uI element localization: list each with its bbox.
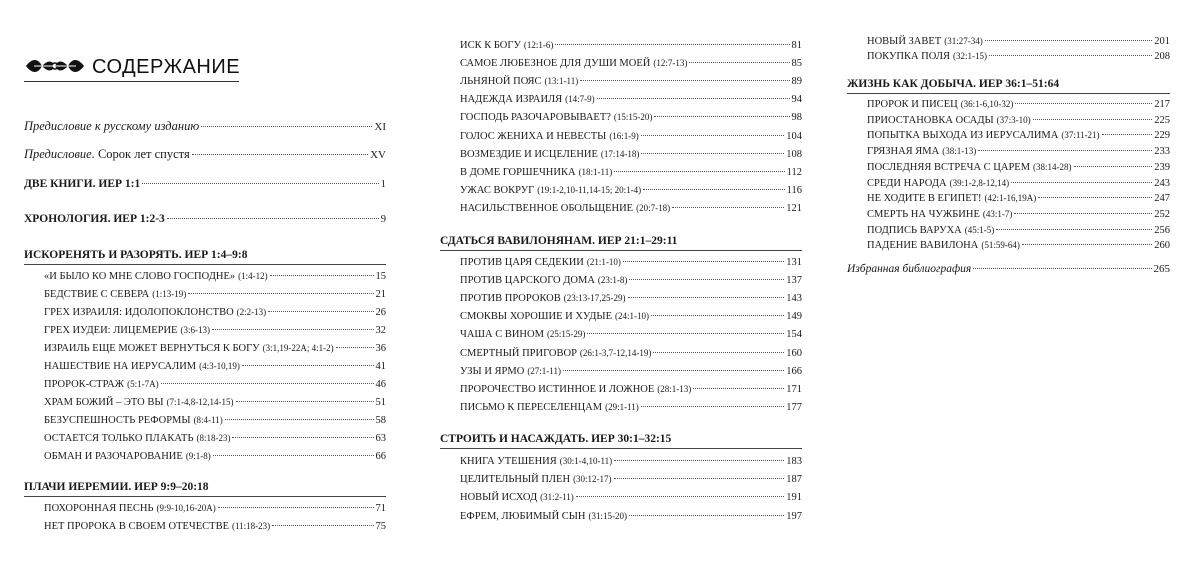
page-number: 116 (786, 184, 802, 196)
toc-entry-label: НЕТ ПРОРОКА В СВОЕМ ОТЕЧЕСТВЕ (11:18-23) (44, 521, 271, 532)
toc-entry[interactable] (867, 208, 1170, 221)
toc-entry[interactable] (460, 347, 802, 360)
toc-entry-label: УЖАС ВОКРУГ (19:1-2,10-11,14-15; 20:1-4) (460, 184, 642, 196)
toc-entry[interactable] (44, 324, 386, 337)
verse-reference: (31:27-34) (944, 36, 983, 46)
toc-entry-label: НАШЕСТВИЕ НА ИЕРУСАЛИМ (4:3-10,19) (44, 361, 240, 372)
page-number: 36 (375, 343, 386, 354)
verse-reference: (43:1-7) (982, 208, 1013, 219)
leader-dots (555, 44, 789, 45)
toc-entry[interactable] (460, 130, 802, 143)
toc-entry[interactable] (44, 270, 386, 283)
toc-entry[interactable] (44, 306, 386, 319)
page-number: 154 (786, 329, 802, 341)
verse-reference: (38:14-28) (1033, 161, 1072, 172)
leader-dots (142, 183, 379, 184)
toc-entry-label: ГОСПОДЬ РАЗОЧАРОВЫВАЕТ? (15:15-20) (460, 112, 653, 124)
leader-dots (973, 268, 1151, 269)
toc-entry[interactable] (460, 39, 802, 52)
page-number: 108 (786, 148, 802, 160)
page-number: 71 (375, 503, 386, 514)
verse-reference: (9:9-10,16-20A) (156, 503, 216, 513)
toc-entry[interactable] (460, 202, 802, 215)
toc-entry[interactable] (460, 510, 802, 523)
toc-entry[interactable] (867, 98, 1170, 111)
page-number: 63 (375, 433, 386, 444)
toc-entry[interactable] (44, 360, 386, 373)
verse-reference: (25:15-29) (546, 329, 586, 340)
leader-dots (161, 383, 374, 384)
toc-entry-label: ПОСЛЕДНЯЯ ВСТРЕЧА С ЦАРЕМ (38:14-28) (867, 161, 1072, 173)
page-number: 51 (375, 397, 386, 408)
toc-entry-label: СМЕРТНЫЙ ПРИГОВОР (26:1-3,7-12,14-19) (460, 347, 652, 359)
section-heading: ЖИЗНЬ КАК ДОБЫЧА. ИЕР 36:1–51:64 (847, 78, 1060, 90)
toc-entry[interactable] (44, 450, 386, 463)
leader-dots (597, 98, 790, 99)
toc-entry[interactable] (867, 224, 1170, 237)
toc-entry[interactable] (460, 455, 802, 468)
verse-reference: (37:11-21) (1061, 130, 1100, 141)
section-divider (440, 448, 802, 449)
toc-entry-label: ОБМАН И РАЗОЧАРОВАНИЕ (9:1-8) (44, 451, 211, 462)
verse-reference: (8:4-11) (193, 415, 223, 425)
toc-entry-label: ГРЕХ ИУДЕИ: ЛИЦЕМЕРИЕ (3:6-13) (44, 325, 210, 336)
verse-reference: (12:7-13) (653, 58, 688, 69)
page-number: 177 (786, 401, 802, 413)
verse-reference: (27:1-11) (527, 365, 561, 376)
toc-entry[interactable] (867, 145, 1170, 158)
leader-dots (272, 525, 373, 526)
section-heading: ПЛАЧИ ИЕРЕМИИ. ИЕР 9:9–20:18 (24, 481, 209, 493)
verse-reference: (20:7-18) (636, 202, 671, 213)
toc-entry-preface[interactable]: Предисловие. Сорок лет спустя XV (24, 147, 386, 161)
toc-entry[interactable] (460, 365, 802, 378)
leader-dots (1033, 119, 1153, 120)
toc-entry[interactable] (460, 274, 802, 287)
toc-entry[interactable] (867, 192, 1170, 205)
verse-reference: (5:1-7A) (127, 379, 159, 389)
verse-reference: (36:1-6,10-32) (960, 99, 1014, 109)
toc-entry[interactable] (460, 473, 802, 486)
page-number: 85 (791, 58, 802, 70)
toc-entry[interactable] (44, 288, 386, 301)
page-number: 256 (1154, 224, 1170, 236)
verse-reference: (23:13-17,25-29) (563, 293, 626, 304)
toc-entry-label: ПРОТИВ ПРОРОКОВ (23:13-17,25-29) (460, 293, 626, 305)
verse-reference: (2:2-13) (236, 307, 267, 317)
page-number: 243 (1154, 177, 1170, 189)
leader-dots (225, 419, 374, 420)
leader-dots (270, 275, 374, 276)
verse-reference: (24:1-10) (615, 311, 650, 322)
verse-reference: (38:1-13) (942, 146, 977, 157)
toc-entry[interactable] (460, 491, 802, 504)
toc-entry[interactable] (460, 256, 802, 269)
page-number: 98 (791, 112, 802, 124)
section-heading: ИСКОРЕНЯТЬ И РАЗОРЯТЬ. ИЕР 1:4–9:8 (24, 249, 248, 261)
toc-entry[interactable] (460, 328, 802, 341)
page-number: 197 (786, 510, 802, 522)
leader-dots (689, 62, 789, 63)
leader-dots (978, 150, 1152, 151)
verse-reference: (12:1-6) (523, 40, 554, 50)
leader-dots (1022, 244, 1152, 245)
toc-entry-label: КНИГА УТЕШЕНИЯ (30:1-4,10-11) (460, 456, 613, 467)
toc-title-block (24, 54, 239, 80)
page-number: 75 (375, 521, 386, 532)
verse-reference: (28:1-13) (657, 383, 692, 394)
toc-entry-label: ОСТАЕТСЯ ТОЛЬКО ПЛАКАТЬ (8:18-23) (44, 433, 231, 444)
toc-entry[interactable] (460, 57, 802, 70)
toc-entry-label: ПРИОСТАНОВКА ОСАДЫ (37:3-10) (867, 114, 1031, 126)
toc-entry[interactable] (460, 310, 802, 323)
leader-dots (1014, 213, 1152, 214)
page-number: 15 (375, 271, 386, 282)
page-number: 89 (791, 76, 802, 88)
toc-entry-label: НОВЫЙ ИСХОД (31:2-11) (460, 492, 574, 504)
leader-dots (985, 40, 1153, 41)
toc-entry[interactable] (460, 111, 802, 124)
leader-dots (1074, 166, 1153, 167)
page-number: 46 (375, 379, 386, 390)
verse-reference: (29:1-11) (605, 401, 639, 412)
toc-entry-label: ГРЕХ ИЗРАИЛЯ: ИДОЛОПОКЛОНСТВО (2:2-13) (44, 307, 267, 318)
section-heading: СТРОИТЬ И НАСАЖДАТЬ. ИЕР 30:1–32:15 (440, 433, 672, 445)
toc-entry[interactable] (460, 401, 802, 414)
toc-entry-label: ПОКУПКА ПОЛЯ (32:1-15) (867, 51, 987, 62)
toc-entry-label: ПОХОРОННАЯ ПЕСНЬ (9:9-10,16-20A) (44, 503, 216, 514)
leader-dots (693, 388, 784, 389)
verse-reference: (16:1-9) (609, 130, 639, 141)
page-number: 201 (1154, 36, 1170, 47)
toc-entry-label: НЕ ХОДИТЕ В ЕГИПЕТ! (42:1-16,19A) (867, 193, 1037, 205)
toc-entry-label: ПРОТИВ ЦАРЯ СЕДЕКИИ (21:1-10) (460, 257, 621, 268)
toc-entry-label: НАСИЛЬСТВЕННОЕ ОБОЛЬЩЕНИЕ (20:7-18) (460, 202, 671, 214)
verse-reference: (4:3-10,19) (199, 361, 240, 371)
toc-entry[interactable] (867, 129, 1170, 142)
toc-entry-label: ЕФРЕМ, ЛЮБИМЫЙ СЫН (31:15-20) (460, 510, 628, 522)
verse-reference: (9:1-8) (185, 451, 211, 461)
toc-entry[interactable] (867, 50, 1170, 63)
leader-dots (614, 478, 785, 479)
toc-entry-label: САМОЕ ЛЮБЕЗНОЕ ДЛЯ ДУШИ МОЕЙ (12:7-13) (460, 58, 688, 70)
leader-dots (996, 229, 1152, 230)
verse-reference: (31:15-20) (588, 510, 628, 521)
section-heading: СДАТЬСЯ ВАВИЛОНЯНАМ. ИЕР 21:1–29:11 (440, 235, 678, 247)
verse-reference: (37:3-10) (996, 114, 1031, 125)
leader-dots (576, 496, 784, 497)
section-divider (847, 93, 1170, 94)
toc-entry-label: ПРОТИВ ЦАРСКОГО ДОМА (23:1-8) (460, 275, 628, 287)
page-number: 26 (375, 307, 386, 318)
leader-dots (641, 153, 784, 154)
leader-dots (336, 347, 374, 348)
page-title: СОДЕРЖАНИЕ (92, 56, 241, 78)
section-divider (24, 496, 386, 497)
toc-entry[interactable] (44, 432, 386, 445)
leader-dots (623, 261, 784, 262)
toc-entry[interactable] (44, 414, 386, 427)
verse-reference: (8:18-23) (196, 433, 231, 443)
toc-entry[interactable] (44, 378, 386, 391)
page-number: 58 (375, 415, 386, 426)
toc-entry-bibliography[interactable]: Избранная библиография 265 (847, 263, 1170, 275)
toc-entry-two-books[interactable]: ДВЕ КНИГИ. ИЕР 1:1 1 (24, 178, 386, 190)
toc-entry[interactable] (460, 75, 802, 88)
page-number: 160 (786, 347, 802, 359)
toc-entry-label: ЧАША С ВИНОМ (25:15-29) (460, 329, 586, 341)
toc-entry[interactable] (867, 35, 1170, 48)
toc-entry-label: ГРЯЗНАЯ ЯМА (38:1-13) (867, 146, 977, 158)
page-number: 247 (1154, 193, 1170, 205)
page-number: 239 (1154, 161, 1170, 173)
toc-entry[interactable] (867, 239, 1170, 252)
toc-entry-label: ЛЬНЯНОЙ ПОЯС (13:1-11) (460, 76, 579, 88)
page-number: 112 (786, 166, 802, 178)
verse-reference: (30:12-17) (573, 474, 612, 485)
leader-dots (989, 55, 1152, 56)
toc-entry-label: ПАДЕНИЕ ВАВИЛОНА (51:59-64) (867, 240, 1020, 252)
toc-entry[interactable] (460, 166, 802, 179)
toc-entry[interactable] (44, 342, 386, 355)
verse-reference: (15:15-20) (613, 112, 653, 123)
page-number: 131 (786, 257, 802, 268)
leader-dots (188, 293, 373, 294)
toc-entry[interactable] (867, 161, 1170, 174)
verse-reference: (14:7-9) (565, 94, 595, 105)
toc-entry-label: ПИСЬМО К ПЕРЕСЕЛЕНЦАМ (29:1-11) (460, 401, 639, 413)
page-number: 187 (786, 474, 802, 486)
page-number: 137 (786, 275, 802, 287)
toc-entry-label: ПОПЫТКА ВЫХОДА ИЗ ИЕРУСАЛИМА (37:11-21) (867, 130, 1100, 142)
toc-entry[interactable] (460, 184, 802, 197)
page-number: 166 (786, 365, 802, 377)
toc-entry-label: ХРАМ БОЖИЙ – ЭТО ВЫ (7:1-4,8-12,14-15) (44, 397, 234, 408)
leader-dots (651, 315, 784, 316)
section-divider (440, 250, 802, 251)
leader-dots (232, 437, 373, 438)
page-number: 225 (1154, 114, 1170, 126)
page-number: 252 (1154, 208, 1170, 220)
page-number: 217 (1154, 99, 1170, 110)
page-number: 260 (1154, 240, 1170, 252)
leader-dots (614, 460, 784, 461)
toc-entry-label: БЕЗУСПЕШНОСТЬ РЕФОРМЫ (8:4-11) (44, 415, 223, 426)
page-number: 32 (375, 325, 386, 336)
leader-dots (629, 515, 784, 516)
verse-reference: (42:1-16,19A) (984, 193, 1037, 204)
toc-entry-label: ЦЕЛИТЕЛЬНЫЙ ПЛЕН (30:12-17) (460, 474, 612, 486)
toc-entry[interactable] (460, 93, 802, 106)
ornament-icon (24, 57, 86, 75)
leader-dots (268, 311, 373, 312)
toc-entry-label: В ДОМЕ ГОРШЕЧНИКА (18:1-11) (460, 166, 613, 178)
verse-reference: (18:1-11) (578, 166, 613, 177)
page-number: 81 (791, 40, 802, 51)
page-number: 149 (786, 311, 802, 323)
page-number: 143 (786, 293, 802, 305)
toc-entry[interactable] (867, 177, 1170, 190)
page-number: 171 (786, 383, 802, 395)
page-number: 66 (375, 451, 386, 462)
leader-dots (587, 333, 784, 334)
toc-entry-label: СМОКВЫ ХОРОШИЕ И ХУДЫЕ (24:1-10) (460, 311, 650, 323)
toc-entry[interactable] (460, 292, 802, 305)
toc-entry[interactable] (460, 383, 802, 396)
toc-entry-chronology[interactable]: ХРОНОЛОГИЯ. ИЕР 1:2-3 9 (24, 213, 386, 225)
verse-reference: (19:1-2,10-11,14-15; 20:1-4) (537, 184, 642, 195)
leader-dots (212, 329, 374, 330)
verse-reference: (45:1-5) (964, 224, 995, 235)
verse-reference: (32:1-15) (952, 51, 987, 61)
toc-entry[interactable] (44, 520, 386, 533)
verse-reference: (1:13-19) (152, 289, 187, 299)
leader-dots (563, 370, 784, 371)
leader-dots (672, 207, 784, 208)
verse-reference: (1:4-12) (238, 271, 268, 281)
verse-reference: (21:1-10) (586, 257, 621, 267)
toc-entry-label: ПОДПИСЬ ВАРУХА (45:1-5) (867, 224, 995, 236)
toc-entry-label: ВОЗМЕЗДИЕ И ИСЦЕЛЕНИЕ (17:14-18) (460, 148, 640, 160)
page-number: 229 (1154, 130, 1170, 142)
verse-reference: (31:2-11) (540, 492, 574, 503)
toc-entry-label: ПРОРОК-СТРАЖ (5:1-7A) (44, 379, 159, 390)
toc-entry-label: НОВЫЙ ЗАВЕТ (31:27-34) (867, 36, 983, 47)
toc-entry-label: СРЕДИ НАРОДА (39:1-2,8-12,14) (867, 177, 1010, 189)
leader-dots (628, 297, 785, 298)
page-number: 104 (786, 130, 802, 142)
verse-reference: (11:18-23) (232, 521, 271, 531)
verse-reference: (39:1-2,8-12,14) (949, 177, 1010, 188)
toc-entry-label: НАДЕЖДА ИЗРАИЛЯ (14:7-9) (460, 94, 595, 106)
leader-dots (213, 455, 374, 456)
leader-dots (1011, 182, 1152, 183)
leader-dots (242, 365, 374, 366)
verse-reference: (7:1-4,8-12,14-15) (166, 397, 234, 407)
page-number: 183 (786, 456, 802, 467)
toc-entry-label: БЕДСТВИЕ С СЕВЕРА (1:13-19) (44, 289, 187, 300)
toc-entry[interactable] (44, 502, 386, 515)
verse-reference: (3:6-13) (180, 325, 210, 335)
page-number: 121 (786, 202, 802, 214)
page-number: 208 (1154, 51, 1170, 62)
leader-dots (653, 352, 784, 353)
leader-dots (192, 154, 368, 155)
toc-entry-label: ПРОРОК И ПИСЕЦ (36:1-6,10-32) (867, 99, 1014, 110)
leader-dots (1038, 197, 1152, 198)
verse-reference: (17:14-18) (600, 148, 640, 159)
leader-dots (641, 135, 784, 136)
leader-dots (629, 279, 784, 280)
leader-dots (1102, 134, 1153, 135)
toc-entry-label: ИЗРАИЛЬ ЕЩЕ МОЖЕТ ВЕРНУТЬСЯ К БОГУ (3:1,19-22A; 4:1-2) (44, 343, 334, 354)
verse-reference: (30:1-4,10-11) (559, 456, 613, 466)
verse-reference: (13:1-11) (544, 76, 579, 87)
verse-reference: (3:1,19-22A; 4:1-2) (262, 343, 334, 353)
leader-dots (1015, 103, 1152, 104)
toc-entry-label: СМЕРТЬ НА ЧУЖБИНЕ (43:1-7) (867, 208, 1013, 220)
leader-dots (654, 116, 789, 117)
leader-dots (167, 218, 379, 219)
page-number: 191 (786, 492, 802, 504)
leader-dots (201, 126, 372, 127)
page-number: 94 (791, 94, 802, 106)
toc-entry[interactable] (867, 114, 1170, 127)
verse-reference: (26:1-3,7-12,14-19) (579, 347, 652, 358)
toc-entry-label: УЗЫ И ЯРМО (27:1-11) (460, 365, 561, 377)
page-number: 233 (1154, 146, 1170, 158)
verse-reference: (23:1-8) (597, 275, 628, 286)
page-number: 41 (375, 361, 386, 372)
leader-dots (218, 507, 374, 508)
leader-dots (643, 189, 785, 190)
toc-entry-label: «И БЫЛО КО МНЕ СЛОВО ГОСПОДНЕ» (1:4-12) (44, 271, 268, 282)
leader-dots (641, 406, 784, 407)
toc-entry-label: ПРОРОЧЕСТВО ИСТИННОЕ И ЛОЖНОЕ (28:1-13) (460, 383, 692, 395)
toc-entry[interactable] (460, 148, 802, 161)
toc-entry-preface-russian[interactable]: Предисловие к русскому изданию XI (24, 119, 386, 133)
page-number: 21 (375, 289, 386, 300)
section-divider (24, 264, 386, 265)
leader-dots (580, 80, 789, 81)
leader-dots (236, 401, 374, 402)
verse-reference: (51:59-64) (981, 240, 1020, 251)
toc-entry-label: ИСК К БОГУ (12:1-6) (460, 40, 554, 51)
title-underline (24, 81, 239, 82)
toc-entry-label: ГОЛОС ЖЕНИХА И НЕВЕСТЫ (16:1-9) (460, 130, 639, 142)
leader-dots (614, 171, 784, 172)
toc-entry[interactable] (44, 396, 386, 409)
